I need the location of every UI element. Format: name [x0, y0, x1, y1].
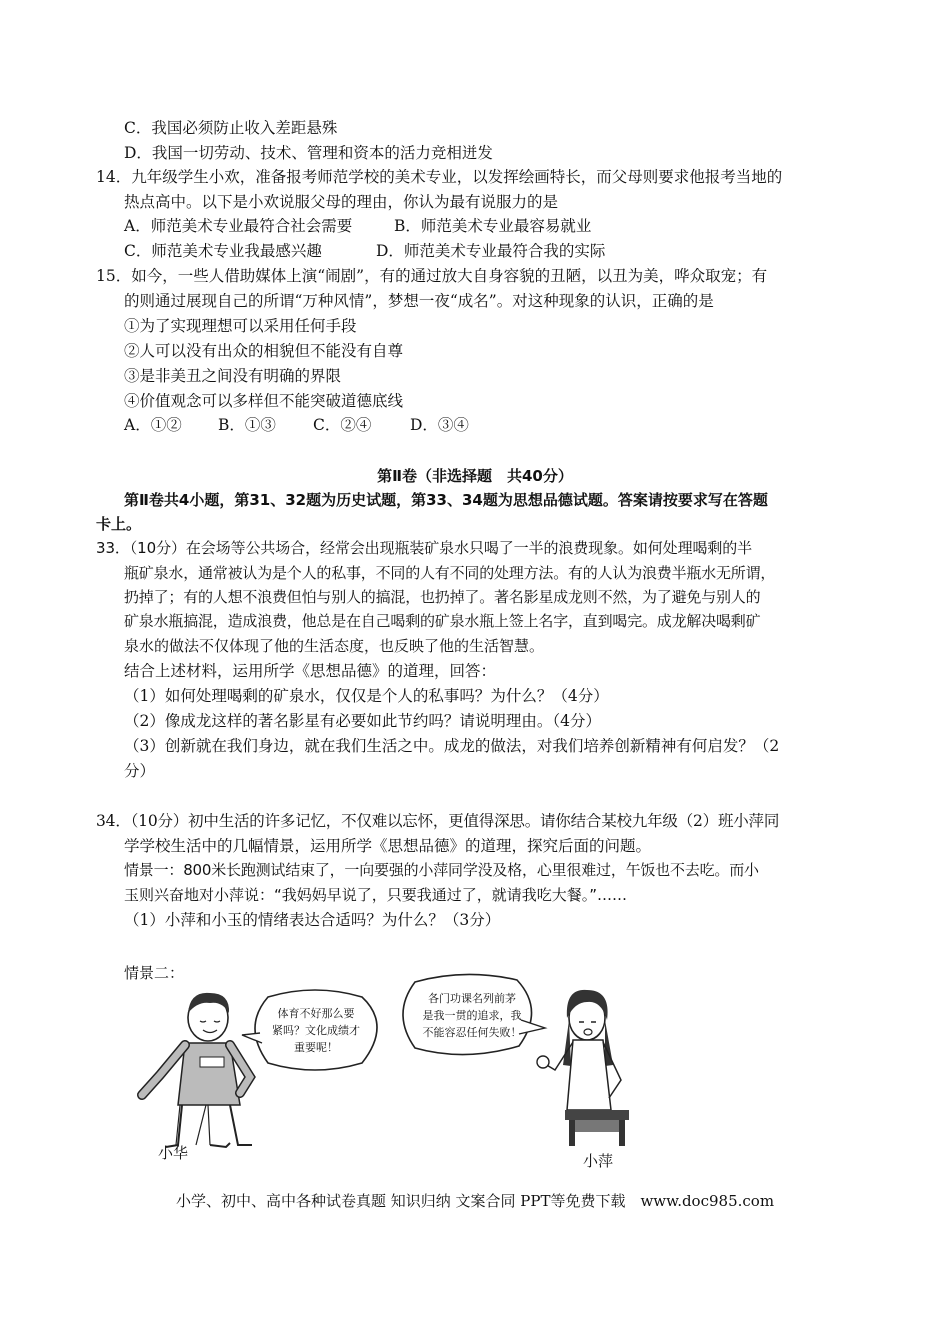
- left-speech-bubble: [256, 1005, 376, 1056]
- q14-option-b: B．师范美术专业最容易就业: [394, 217, 592, 235]
- right-caption-xiaoping: 小萍: [583, 1152, 614, 1170]
- q14-stem-line2: 热点高中。以下是小欢说服父母的理由，你认为最有说服力的是: [124, 193, 559, 211]
- section2-note-line1: 第Ⅱ卷共4小题，第31、32题为历史试题，第33、34题为思想品德试题。答案请按要求写在答题: [124, 491, 768, 509]
- cartoon-xiaohua: [130, 985, 430, 1170]
- q14-option-c: C．师范美术专业我最感兴趣: [124, 242, 322, 260]
- q15-option-c: C．②④: [313, 416, 372, 434]
- left-bubble-line2: 紧吗？文化成绩才: [272, 1024, 360, 1037]
- right-bubble-line1: 各门功课名列前茅: [428, 992, 516, 1005]
- q34-scene1-line1: 情景一：800米长跑测试结束了，一向要强的小萍同学没及格，心里很难过，午饭也不去吃。而小: [124, 861, 759, 879]
- right-bubble-line3: 不能容忍任何失败！: [422, 1026, 522, 1039]
- q15-option-d: D．③④: [410, 416, 469, 434]
- cartoon-xiaoping: [395, 970, 660, 1175]
- q13-option-d: D．我国一切劳动、技术、管理和资本的活力竞相迸发: [124, 144, 493, 162]
- q33-stem-line5: 泉水的做法不仅体现了他的生活态度，也反映了他的生活智慧。: [124, 637, 545, 655]
- q34-scene2-label: 情景二：: [124, 964, 185, 982]
- q15-statement-4: ④价值观念可以多样但不能突破道德底线: [124, 392, 404, 410]
- q33-subquestion-3-line2: 分）: [124, 762, 156, 780]
- left-bubble-line3: 重要呢！: [294, 1041, 338, 1054]
- section2-note-line2: 卡上。: [96, 515, 142, 533]
- q15-stem-line1: 15．如今，一些人借助媒体上演“闹剧”，有的通过放大自身容貌的丑陋，以丑为美，哗众取宠；有: [96, 267, 768, 285]
- q33-subquestion-1: （1）如何处理喝剩的矿泉水，仅仅是个人的私事吗？为什么？（4分）: [124, 687, 609, 705]
- q14-option-d: D．师范美术专业最符合我的实际: [376, 242, 606, 260]
- left-caption-xiaohua: 小华: [158, 1144, 189, 1162]
- q33-stem-line1: 33．（10分）在会场等公共场合，经常会出现瓶装矿泉水只喝了一半的浪费现象。如何处理喝剩的半: [96, 539, 753, 557]
- q14-stem-line1: 14．九年级学生小欢，准备报考师范学校的美术专业，以发挥绘画特长，而父母则要求他报考当地的: [96, 168, 783, 186]
- q34-scene1-line2: 玉则兴奋地对小萍说：“我妈妈早说了，只要我通过了，就请我吃大餐。”……: [124, 886, 628, 904]
- q15-stem-line2: 的则通过展现自己的所谓“万种风情”，梦想一夜“成名”。对这种现象的认识，正确的是: [124, 292, 714, 310]
- right-speech-bubble: [407, 990, 537, 1041]
- q34-subquestion-1: （1）小萍和小玉的情绪表达合适吗？为什么？（3分）: [124, 911, 501, 929]
- q33-subquestion-3-line1: （3）创新就在我们身边，就在我们生活之中。成龙的做法，对我们培养创新精神有何启发？（2: [124, 737, 780, 755]
- q14-option-a: A．师范美术专业最符合社会需要: [124, 217, 353, 235]
- q15-statement-1: ①为了实现理想可以采用任何手段: [124, 317, 357, 335]
- left-bubble-line1: 体育不好那么要: [277, 1007, 355, 1020]
- q15-statement-3: ③是非美丑之间没有明确的界限: [124, 367, 342, 385]
- section2-title: 第Ⅱ卷（非选择题 共40分）: [377, 467, 573, 485]
- q33-stem-line4: 矿泉水瓶搞混，造成浪费，他总是在自己喝剩的矿泉水瓶上签上名字，直到喝完。成龙解决喝剩矿: [124, 612, 761, 630]
- q33-prompt: 结合上述材料，运用所学《思想品德》的道理，回答：: [124, 662, 497, 680]
- q13-option-c: C．我国必须防止收入差距悬殊: [124, 119, 338, 137]
- q33-stem-line3: 扔掉了；有的人想不浪费但怕与别人的搞混，也扔掉了。著名影星成龙则不然，为了避免与别人的: [124, 588, 761, 606]
- q15-option-a: A．①②: [124, 416, 182, 434]
- q15-statement-2: ②人可以没有出众的相貌但不能没有自尊: [124, 342, 404, 360]
- q34-stem-line2: 学学校生活中的几幅情景，运用所学《思想品德》的道理，探究后面的问题。: [124, 837, 652, 855]
- page-footer: 小学、初中、高中各种试卷真题 知识归纳 文案合同 PPT等免费下载 www.doc985.com: [175, 1192, 775, 1210]
- right-bubble-line2: 是我一贯的追求，我: [422, 1009, 522, 1022]
- q33-stem-line2: 瓶矿泉水，通常被认为是个人的私事，不同的人有不同的处理方法。有的人认为浪费半瓶水无所谓，: [124, 564, 776, 582]
- q15-option-b: B．①③: [218, 416, 276, 434]
- q34-stem-line1: 34．（10分）初中生活的许多记忆，不仅难以忘怀，更值得深思。请你结合某校九年级（2）班小萍同: [96, 812, 780, 830]
- q33-subquestion-2: （2）像成龙这样的著名影星有必要如此节约吗？请说明理由。（4分）: [124, 712, 601, 730]
